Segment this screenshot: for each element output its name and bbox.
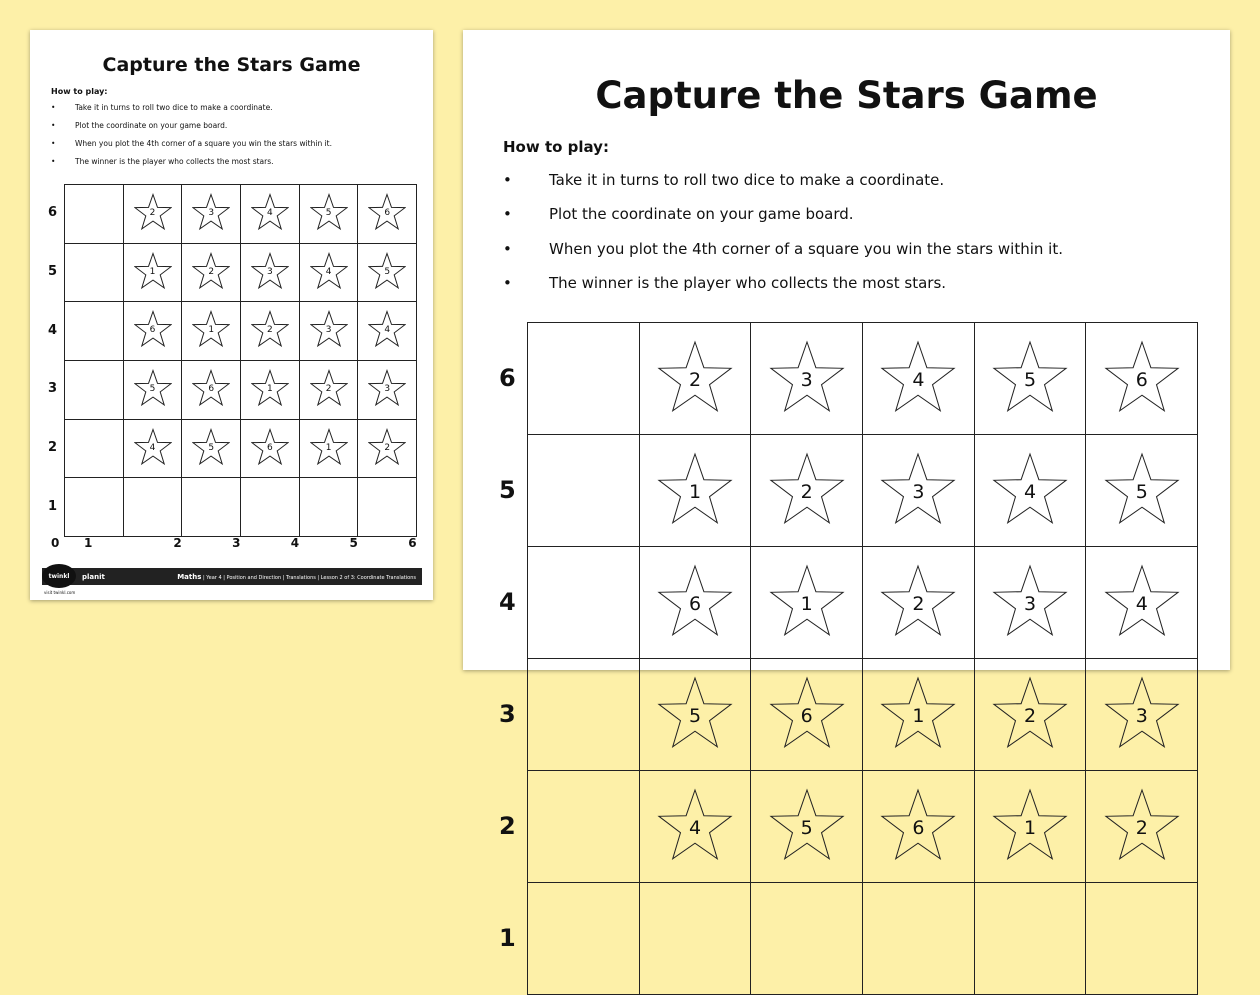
x-axis-label: 6 [408, 536, 417, 550]
board-cell [65, 185, 124, 244]
star-icon [1104, 787, 1180, 863]
how-to-play-heading: How to play: [503, 138, 609, 156]
star-icon [251, 369, 289, 407]
rule-item [503, 171, 1063, 205]
board-cell [639, 659, 751, 771]
board-row [65, 419, 417, 478]
star-icon [251, 428, 289, 466]
board-cell [528, 883, 640, 995]
board-cell [863, 659, 975, 771]
star-value: 2 [912, 592, 925, 615]
board-cell [358, 478, 417, 537]
star-value: 2 [149, 207, 156, 218]
y-axis-label: 3 [48, 381, 58, 397]
subject: Maths [177, 572, 202, 581]
board-cell [1086, 435, 1198, 547]
star-icon [368, 310, 406, 348]
board-cell [751, 323, 863, 435]
board-cell [358, 243, 417, 302]
y-axis-label: 3 [499, 700, 516, 728]
rule-item [51, 157, 332, 175]
star-icon [310, 252, 348, 290]
star-icon [1104, 563, 1180, 639]
board-cell [528, 659, 640, 771]
board-cell [123, 243, 182, 302]
board-cell [528, 435, 640, 547]
star-value: 2 [384, 442, 391, 453]
star-value: 1 [912, 704, 925, 727]
star-value: 1 [800, 592, 813, 615]
board-cell [639, 323, 751, 435]
board-cell [241, 419, 300, 478]
game-board [527, 322, 1198, 995]
star-value: 1 [325, 442, 332, 453]
rule-text: When you plot the 4th corner of a square you win the stars within it. [549, 239, 1063, 258]
star-icon [192, 369, 230, 407]
x-axis-label: 5 [349, 536, 358, 550]
board-cell [1086, 771, 1198, 883]
star-icon [880, 563, 956, 639]
board-cell [241, 361, 300, 420]
star-value: 5 [1024, 368, 1037, 391]
star-icon [310, 428, 348, 466]
bullet: • [503, 273, 512, 292]
star-icon [368, 369, 406, 407]
star-value: 5 [384, 266, 391, 277]
rule-item [51, 121, 332, 139]
y-axis-label: 6 [499, 364, 516, 392]
board-cell [528, 547, 640, 659]
star-icon [134, 252, 172, 290]
board-row [528, 435, 1198, 547]
star-icon [769, 339, 845, 415]
star-icon [134, 369, 172, 407]
rule-item [503, 205, 1063, 239]
star-value: 2 [1024, 704, 1037, 727]
board-cell [65, 243, 124, 302]
board-cell [751, 435, 863, 547]
star-icon [192, 193, 230, 231]
rules-list [503, 171, 1063, 308]
star-icon [992, 563, 1068, 639]
board-cell [358, 185, 417, 244]
board-cell [65, 419, 124, 478]
star-icon [134, 428, 172, 466]
star-icon [251, 193, 289, 231]
bullet: • [503, 205, 512, 224]
board-cell [974, 435, 1086, 547]
star-value: 6 [208, 383, 215, 394]
star-icon [880, 675, 956, 751]
board-cell [65, 302, 124, 361]
board-row [65, 302, 417, 361]
star-value: 4 [267, 207, 273, 218]
bullet: • [503, 239, 512, 258]
star-value: 4 [688, 816, 702, 839]
star-value: 4 [384, 325, 391, 336]
star-value: 1 [267, 383, 273, 394]
board-cell [358, 419, 417, 478]
bullet: • [51, 139, 56, 148]
star-value: 3 [1135, 704, 1148, 727]
board-row [65, 243, 417, 302]
x-axis-label: 0 [51, 536, 60, 550]
site-link: visit twinkl.com [44, 590, 76, 595]
rule-text: Take it in turns to roll two dice to make a coordinate. [549, 171, 945, 189]
star-value: 6 [912, 816, 925, 839]
board-cell [1086, 323, 1198, 435]
twinkl-logo: twinkl [42, 564, 76, 588]
board-cell [299, 243, 358, 302]
star-icon [769, 563, 845, 639]
product-name: planit [82, 572, 105, 581]
star-value: 4 [1024, 480, 1037, 503]
y-axis-label: 5 [48, 264, 58, 280]
star-icon [657, 563, 733, 639]
star-icon [192, 310, 230, 348]
star-value: 6 [149, 325, 156, 336]
star-value: 3 [267, 266, 273, 277]
star-icon [310, 310, 348, 348]
rule-item [503, 240, 1063, 274]
board-cell [182, 243, 241, 302]
star-value: 6 [800, 704, 813, 727]
y-axis-label: 4 [499, 588, 516, 616]
star-icon [1104, 451, 1180, 527]
board-cell [299, 419, 358, 478]
breadcrumb: | Year 4 | Position and Direction | Translations | Lesson 2 of 3: Coordinate Translations [203, 574, 416, 581]
board-cell [182, 478, 241, 537]
star-value: 2 [208, 266, 215, 277]
star-icon [880, 787, 956, 863]
board-cell [123, 478, 182, 537]
star-icon [310, 193, 348, 231]
y-axis-label: 5 [499, 476, 516, 504]
star-icon [251, 252, 289, 290]
star-icon [192, 428, 230, 466]
board-cell [528, 771, 640, 883]
board-cell [182, 419, 241, 478]
board-cell [299, 302, 358, 361]
rule-text: Take it in turns to roll two dice to make a coordinate. [75, 103, 273, 112]
board-cell [123, 361, 182, 420]
board-cell [751, 659, 863, 771]
y-axis-label: 4 [48, 322, 58, 338]
board-cell [863, 323, 975, 435]
star-value: 2 [688, 368, 702, 391]
board-row [528, 547, 1198, 659]
star-value: 5 [800, 816, 813, 839]
rule-item [51, 139, 332, 157]
board-cell [639, 547, 751, 659]
star-value: 3 [384, 383, 391, 394]
board-cell [974, 883, 1086, 995]
bullet: • [51, 121, 56, 130]
star-value: 3 [208, 207, 215, 218]
star-value: 6 [1135, 368, 1148, 391]
bullet: • [51, 157, 56, 166]
rule-item [503, 274, 1063, 308]
star-icon [992, 451, 1068, 527]
star-icon [992, 675, 1068, 751]
star-icon [657, 339, 733, 415]
star-value: 4 [149, 442, 156, 453]
star-icon [657, 787, 733, 863]
star-icon [134, 193, 172, 231]
star-value: 1 [688, 480, 702, 503]
worksheet-thumbnail[interactable] [30, 30, 433, 600]
star-value: 6 [384, 207, 391, 218]
how-to-play-heading: How to play: [51, 87, 108, 96]
star-value: 2 [267, 325, 273, 336]
worksheet-preview [463, 30, 1230, 952]
board-cell [528, 323, 640, 435]
star-value: 5 [688, 704, 702, 727]
x-axis-label: 2 [173, 536, 182, 550]
board-cell [299, 185, 358, 244]
star-icon [769, 675, 845, 751]
board-cell [358, 302, 417, 361]
board-cell [241, 185, 300, 244]
board-cell [639, 771, 751, 883]
board-cell [1086, 883, 1198, 995]
rule-text: The winner is the player who collects the most stars. [549, 273, 947, 292]
board-row [65, 361, 417, 420]
board-row [65, 185, 417, 244]
board-cell [358, 361, 417, 420]
bullet: • [51, 103, 56, 112]
rule-text: The winner is the player who collects the most stars. [75, 157, 274, 166]
board-cell [123, 185, 182, 244]
board-cell [974, 659, 1086, 771]
board-row [528, 771, 1198, 883]
star-icon [310, 369, 348, 407]
footer-bar [42, 568, 422, 585]
star-icon [769, 451, 845, 527]
star-icon [192, 252, 230, 290]
board-cell [241, 302, 300, 361]
board-cell [751, 883, 863, 995]
star-value: 3 [800, 368, 813, 391]
board-cell [182, 185, 241, 244]
star-icon [657, 451, 733, 527]
star-icon [368, 252, 406, 290]
star-icon [1104, 339, 1180, 415]
board-cell [65, 478, 124, 537]
board-cell [1086, 659, 1198, 771]
board-cell [123, 419, 182, 478]
y-axis-label: 6 [48, 205, 58, 221]
game-board [64, 184, 417, 537]
star-value: 3 [325, 325, 332, 336]
star-icon [657, 675, 733, 751]
board-cell [751, 547, 863, 659]
board-cell [863, 435, 975, 547]
star-icon [769, 787, 845, 863]
star-value: 2 [325, 383, 332, 394]
rules-list [51, 103, 332, 175]
star-value: 2 [800, 480, 813, 503]
star-icon [992, 787, 1068, 863]
board-row [528, 323, 1198, 435]
board-cell [863, 547, 975, 659]
star-value: 5 [208, 442, 215, 453]
star-value: 3 [912, 480, 925, 503]
rule-text: When you plot the 4th corner of a square you win the stars within it. [75, 139, 332, 148]
y-axis-label: 2 [499, 812, 516, 840]
board-cell [639, 435, 751, 547]
star-value: 4 [325, 266, 332, 277]
board-cell [65, 361, 124, 420]
board-cell [974, 771, 1086, 883]
y-axis-label: 1 [499, 924, 516, 952]
board-cell [241, 243, 300, 302]
star-icon [1104, 675, 1180, 751]
board-cell [241, 478, 300, 537]
star-value: 5 [1135, 480, 1148, 503]
star-value: 5 [325, 207, 332, 218]
board-cell [123, 302, 182, 361]
star-value: 3 [1024, 592, 1037, 615]
star-icon [251, 310, 289, 348]
board-cell [974, 547, 1086, 659]
x-axis-label: 3 [232, 536, 241, 550]
star-value: 6 [688, 592, 702, 615]
board-cell [299, 478, 358, 537]
board-cell [299, 361, 358, 420]
board-row [528, 659, 1198, 771]
star-icon [992, 339, 1068, 415]
star-icon [880, 451, 956, 527]
star-icon [368, 428, 406, 466]
bullet: • [503, 171, 512, 189]
star-value: 2 [1135, 816, 1148, 839]
star-value: 6 [267, 442, 273, 453]
star-value: 1 [208, 325, 215, 336]
star-icon [368, 193, 406, 231]
board-cell [751, 771, 863, 883]
page-title: Capture the Stars Game [102, 54, 361, 76]
rule-text: Plot the coordinate on your game board. [549, 205, 854, 224]
page-title: Capture the Stars Game [595, 74, 1098, 117]
board-cell [639, 883, 751, 995]
y-axis-label: 2 [48, 440, 58, 456]
board-cell [974, 323, 1086, 435]
star-value: 4 [1135, 592, 1148, 615]
y-axis-label: 1 [48, 498, 58, 514]
x-axis-label: 1 [84, 536, 93, 550]
star-icon [880, 339, 956, 415]
board-row [528, 883, 1198, 995]
rule-item [51, 103, 332, 121]
board-cell [182, 361, 241, 420]
board-cell [863, 883, 975, 995]
star-value: 1 [149, 266, 156, 277]
star-icon [134, 310, 172, 348]
star-value: 1 [1024, 816, 1037, 839]
board-row [65, 478, 417, 537]
board-cell [182, 302, 241, 361]
rule-text: Plot the coordinate on your game board. [75, 121, 228, 130]
star-value: 5 [149, 383, 156, 394]
board-cell [1086, 547, 1198, 659]
board-cell [863, 771, 975, 883]
x-axis-label: 4 [290, 536, 300, 550]
star-value: 4 [912, 368, 925, 391]
